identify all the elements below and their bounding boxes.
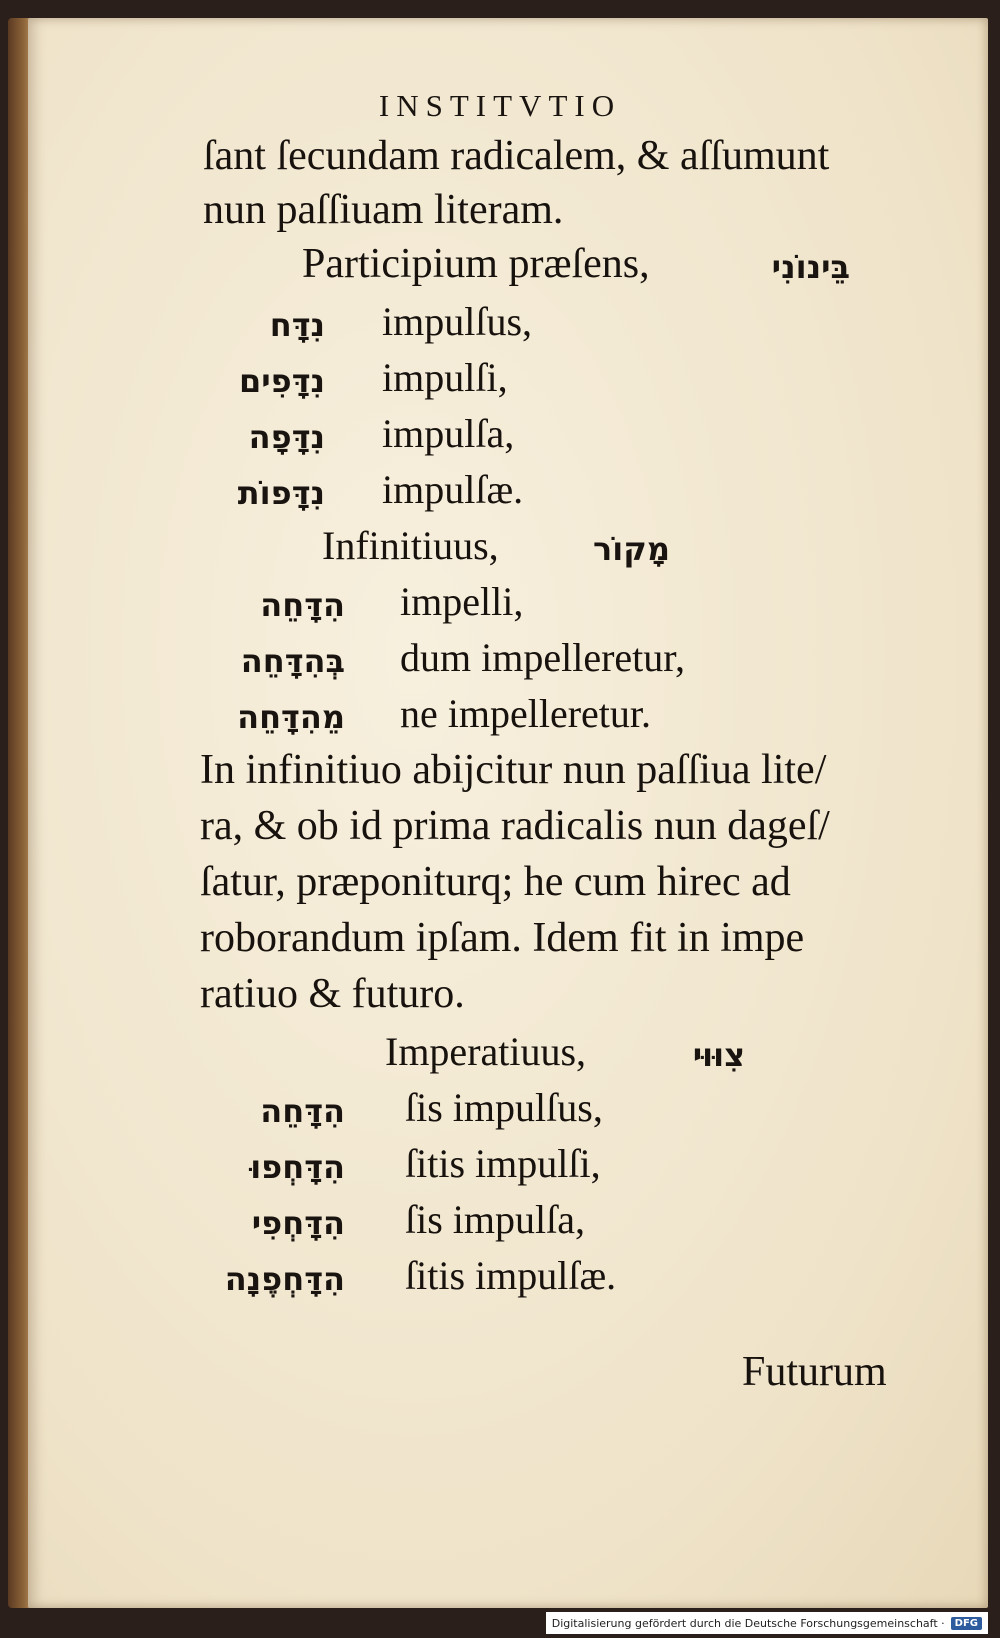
participle-heading-hebrew: בֵּינוֹנִי <box>771 248 850 286</box>
body-line-1: ſant ſecundam radicalem, & aſſumunt <box>203 133 830 179</box>
footer-credit: Digitalisierung gefördert durch die Deutsche Forschungsgemeinschaft · <box>551 1616 945 1630</box>
imperative-hebrew-2: הִדָּחְפוּ <box>250 1148 345 1186</box>
dfg-logo-icon: DFG <box>951 1617 982 1630</box>
participle-latin-1: impulſus, <box>382 299 533 344</box>
imperative-latin-3: ſis impulſa, <box>405 1197 585 1242</box>
body-line-8: ratiuo & futuro. <box>200 971 465 1017</box>
imperative-hebrew-4: הִדָּחְפֶנָה <box>224 1260 345 1298</box>
running-head: INSTITVTIO <box>378 88 622 123</box>
catchword: Futurum <box>742 1349 887 1395</box>
body-line-5: ra, & ob id prima radicalis nun dageſ/ <box>200 803 830 849</box>
infinitive-hebrew-3: מֵהִדָּחֵה <box>237 698 345 736</box>
infinitive-hebrew-1: הִדָּחֵה <box>260 586 345 624</box>
infinitive-heading-hebrew: מָקוֹר <box>593 530 670 568</box>
infinitive-latin-1: impelli, <box>400 579 524 624</box>
imperative-heading-hebrew: צִוּוּי <box>692 1036 745 1074</box>
participle-hebrew-3: נִדָּפָה <box>248 418 325 456</box>
imperative-hebrew-1: הִדָּחֵה <box>260 1092 345 1130</box>
body-line-2: nun paſſiuam literam. <box>203 187 564 233</box>
infinitive-hebrew-2: בְּהִדָּחֵה <box>240 642 345 680</box>
body-line-4: In infinitiuo abijcitur nun paſſiua lite/ <box>200 747 827 793</box>
infinitive-latin-3: ne impelleretur. <box>400 691 652 736</box>
participle-heading: Participium præſens, <box>302 241 650 287</box>
imperative-heading: Imperatiuus, <box>385 1029 587 1074</box>
imperative-latin-1: ſis impulſus, <box>405 1085 603 1130</box>
participle-latin-3: impulſa, <box>382 411 515 456</box>
infinitive-heading: Infinitiuus, <box>322 523 499 568</box>
participle-hebrew-4: נִדָּפוֹת <box>237 474 325 512</box>
participle-hebrew-1: נִדָּח <box>269 306 325 344</box>
participle-hebrew-2: נִדָּפִים <box>238 362 325 400</box>
participle-latin-4: impulſæ. <box>382 467 524 512</box>
body-line-6: ſatur, præponiturq; he cum hirec ad <box>200 859 791 905</box>
digitization-footer <box>546 1612 988 1634</box>
imperative-latin-2: ſitis impulſi, <box>405 1141 601 1186</box>
participle-latin-2: impulſi, <box>382 355 508 400</box>
imperative-latin-4: ſitis impulſæ. <box>405 1253 617 1298</box>
infinitive-latin-2: dum impelleretur, <box>400 635 685 680</box>
imperative-hebrew-3: הִדָּחְפִי <box>251 1204 345 1242</box>
body-line-7: roborandum ipſam. Idem fit in impe <box>200 915 805 961</box>
